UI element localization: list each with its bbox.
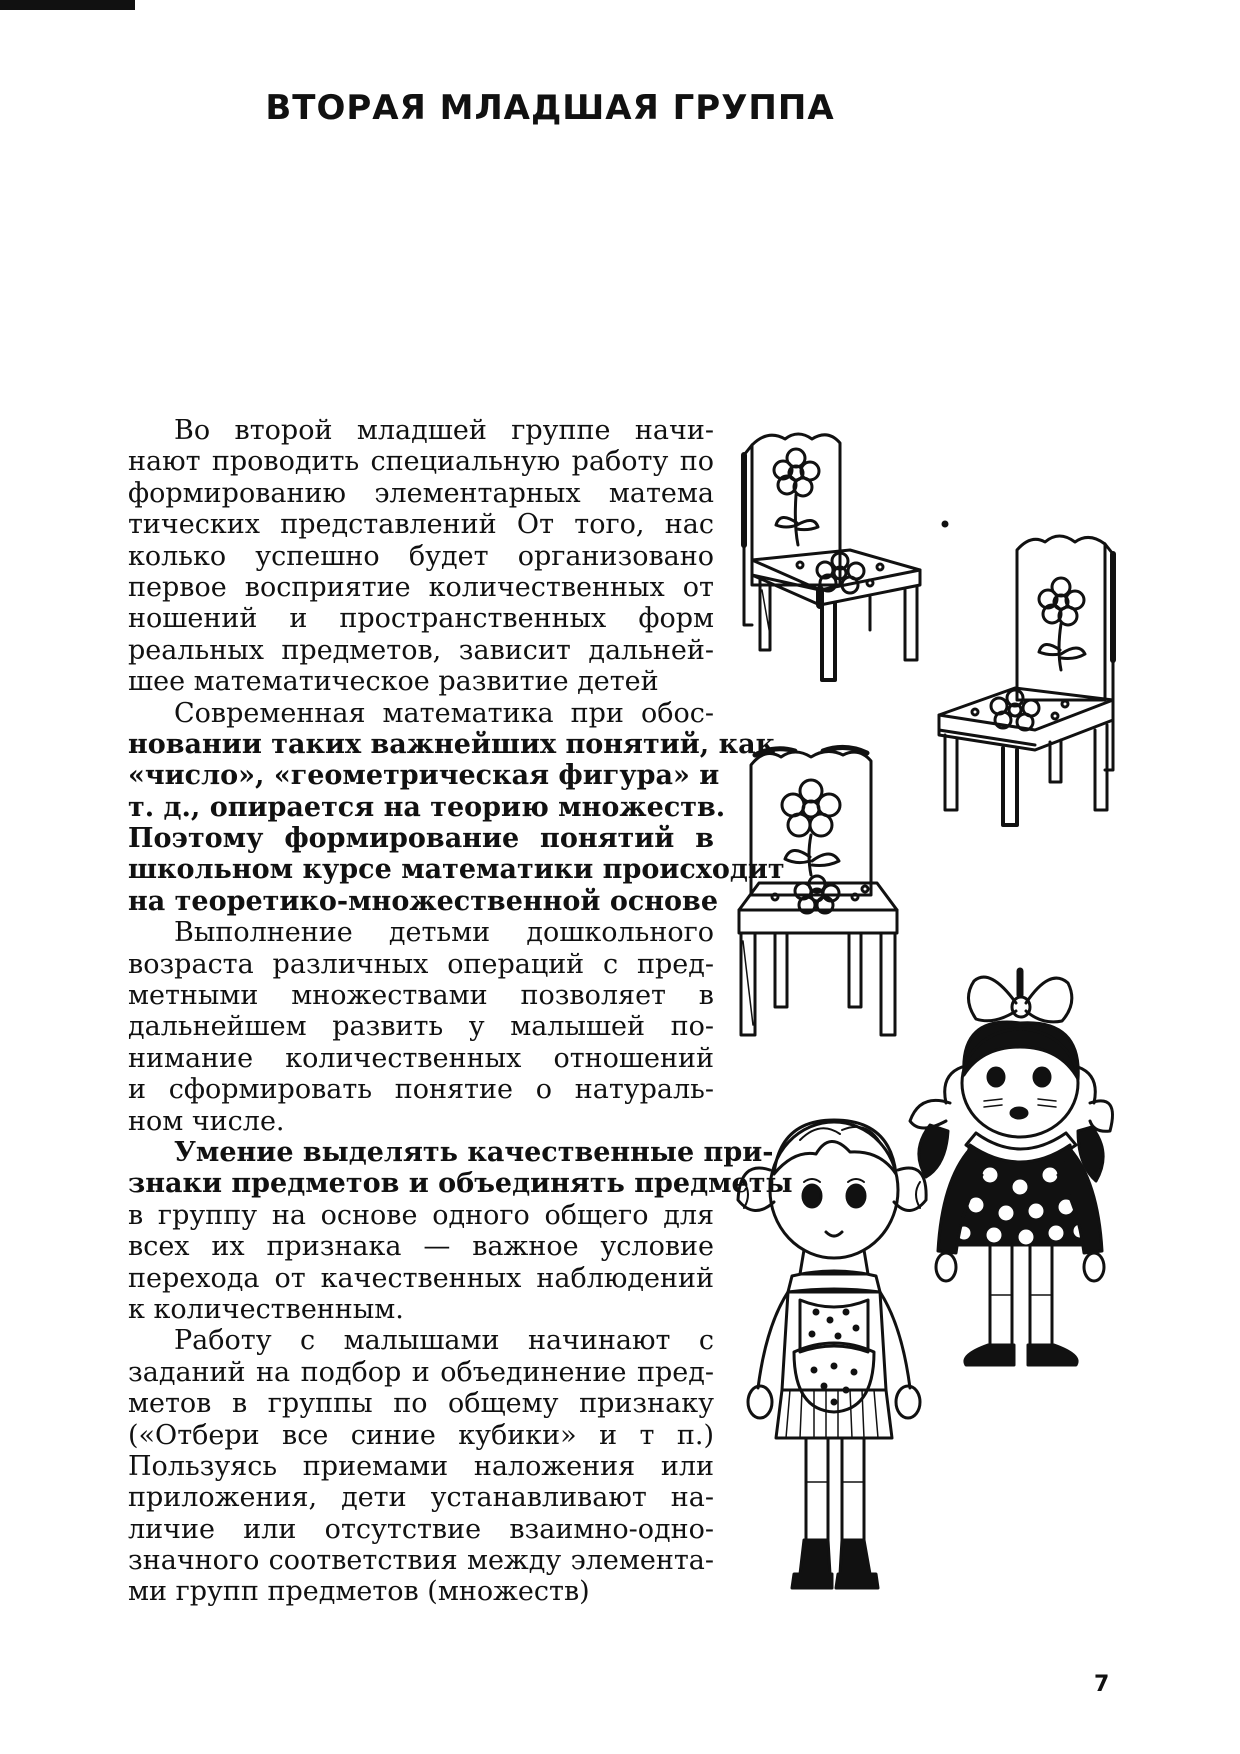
text-line: нимание количественных отношений [128,1042,714,1074]
doll-icon [738,1120,926,1588]
text-line: всех их признака — важное условие [128,1231,714,1263]
text-line: нают проводить специальную работу по [128,446,714,478]
text-line: заданий на подбор и объединение пред- [128,1356,714,1388]
text-line: в группу на основе одного общего для [128,1199,714,1231]
text-line: возраста различных операций с пред- [128,948,714,980]
doll-icon [910,971,1113,1365]
text-line: и сформировать понятие о натураль- [128,1074,714,1106]
text-line: ми групп предметов (множеств) [128,1576,590,1608]
text-line: тических представлений От того, нас [128,509,714,541]
text-line: ношений и пространственных форм [128,603,714,635]
text-line: Поэтому формирование понятий в [128,823,714,855]
corner-mark [0,0,135,10]
text-line: Во второй младшей группе начи- [174,415,714,446]
doll-illustration-2 [730,1090,930,1600]
text-line: ном числе. [128,1105,285,1137]
text-line: Работу с малышами начинают с [174,1325,714,1357]
text-line: т. д., опирается на теорию множеств. [128,791,726,823]
text-line: на теоретико-множественной основе [128,885,718,917]
text-line: значного соответствия между элемента- [128,1545,714,1577]
text-line: первое восприятие количественных от [128,571,714,603]
text-line: метными множествами позволяет в [128,980,714,1012]
text-line: знаки предметов и объединять предметы [128,1168,793,1200]
text-line: формированию элементарных матема [128,477,714,509]
text-line: шее математическое развитие детей [128,666,659,698]
text-line: («Отбери все синие кубики» и т п.) [128,1419,714,1451]
text-line: к количественным. [128,1293,404,1325]
text-line: Пользуясь приемами наложения или [128,1450,714,1482]
body-text [128,415,793,1608]
text-line: новании таких важнейших понятий, как [128,728,776,760]
text-line: приложения, дети устанавливают на- [128,1482,714,1514]
text-line: Выполнение детьми дошкольного [174,917,714,949]
page-number: 7 [1094,1672,1110,1697]
chair-icon [739,747,897,1035]
text-line: метов в группы по общему признаку [128,1388,714,1420]
text-line: «число», «геометрическая фигура» и [128,760,720,792]
text-line: реальных предметов, зависит дальней- [128,634,714,666]
page-heading: ВТОРАЯ МЛАДШАЯ ГРУППА [265,88,835,128]
text-line: Умение выделять качественные при- [174,1136,774,1168]
chair-icon [939,522,1113,825]
text-line: личие или отсутствие взаимно-одно- [128,1513,714,1545]
chair-icon [744,434,920,680]
chair-illustration-3 [735,745,905,1050]
text-line: колько успешно будет организовано [128,540,714,572]
text-line: Современная математика при обос- [174,697,714,729]
chair-illustration-1 [740,425,930,695]
text-line: перехода от качественных наблюдений [128,1262,714,1294]
chair-illustration-2 [935,520,1125,835]
text-line: дальнейшем развить у малышей по- [128,1011,714,1043]
text-line: школьном курсе математики происходит [128,854,785,886]
